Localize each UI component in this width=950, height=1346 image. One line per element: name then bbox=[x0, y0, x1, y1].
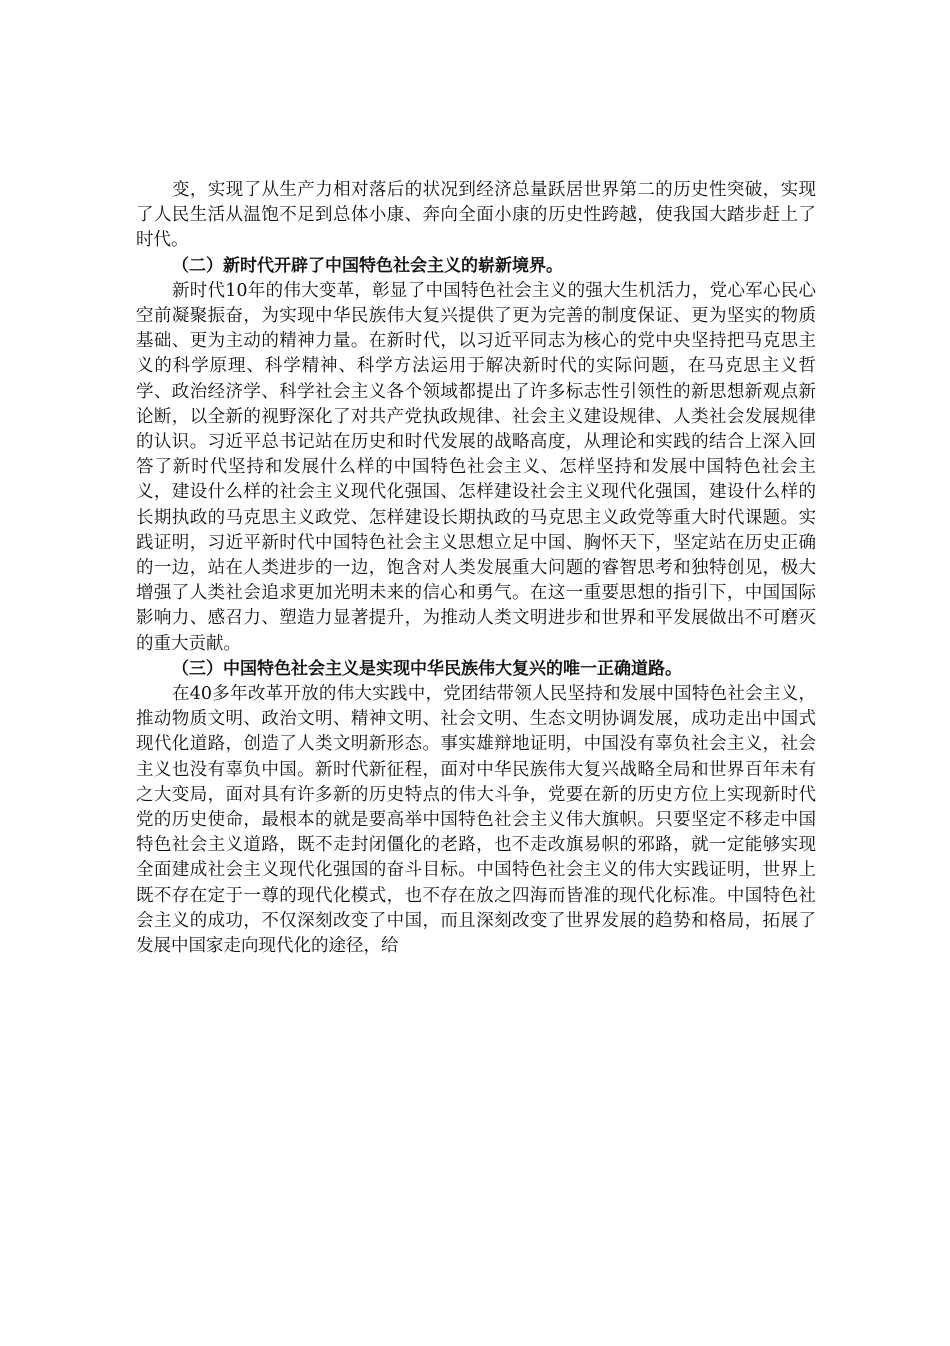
section-heading-2: （二）新时代开辟了中国特色社会主义的崭新境界。 bbox=[172, 255, 563, 276]
paragraph-new-era: 新时代10年的伟大变革，彰显了中国特色社会主义的强大生机活力，党心军心民心空前凝聚振奋，为实现中华民族伟大复兴提供了更为完善的制度保证、更为坚实的物质基础、更为主动的精神力量。在新时代，以习近平同志为核心的党中央坚持把马克思主义的科学原理、科学精神、科学方法运用于解决新时代的实际问题，在马克思主义哲学、政治经济学、科学社会主义各个领域都提出了许多标志性引领性的新思想新观点新论断，以全新的视野深化了对共产党执政规律、社会主义建设规律、人类社会发展规律的认识。习近平总书记站在历史和时代发展的战略高度，从理论和实践的结合上深入回答了新时代坚持和发展什么样的中国特色社会主义、怎样坚持和发展中国特色社会主义，建设什么样的社会主义现代化强国、怎样建设社会主义现代化强国，建设什么样的长期执政的马克思主义政党、怎样建设长期执政的马克思主义政党等重大时代课题。实践证明，习近平新时代中国特色社会主义思想立足中国、胸怀天下，坚定站在历史正确的一边，站在人类进步的一边，饱含对人类发展重大问题的睿智思考和独特创见，极大增强了人类社会追求更加光明未来的信心和勇气。在这一重要思想的指引下，中国国际影响力、感召力、塑造力显著提升，为推动人类文明进步和世界和平发展做出不可磨灭的重大贡献。 bbox=[136, 280, 816, 654]
paragraph-continuation: 变，实现了从生产力相对落后的状况到经济总量跃居世界第二的历史性突破，实现了人民生活从温饱不足到总体小康、奔向全面小康的历史性跨越，使我国大踏步赶上了时代。 bbox=[136, 180, 816, 251]
section-heading-3: （三）中国特色社会主义是实现中华民族伟大复兴的唯一正确道路。 bbox=[172, 658, 682, 679]
document-body bbox=[136, 178, 816, 959]
paragraph-reform-opening: 在40多年改革开放的伟大实践中，党团结带领人民坚持和发展中国特色社会主义，推动物质文明、政治文明、精神文明、社会文明、生态文明协调发展，成功走出中国式现代化道路，创造了人类文明新形态。事实雄辩地证明，中国没有辜负社会主义，社会主义也没有辜负中国。新时代新征程，面对中华民族伟大复兴战略全局和世界百年未有之大变局，面对具有许多新的历史特点的伟大斗争，党要在新的历史方位上实现新时代党的历史使命，最根本的就是要高举中国特色社会主义伟大旗帜。只要坚定不移走中国特色社会主义道路，既不走封闭僵化的老路，也不走改旗易帜的邪路，就一定能够实现全面建成社会主义现代化强国的奋斗目标。中国特色社会主义的伟大实践证明，世界上既不存在定于一尊的现代化模式，也不存在放之四海而皆准的现代化标准。中国特色社会主义的成功，不仅深刻改变了中国，而且深刻改变了世界发展的趋势和格局，拓展了发展中国家走向现代化的途径，给 bbox=[136, 684, 816, 957]
